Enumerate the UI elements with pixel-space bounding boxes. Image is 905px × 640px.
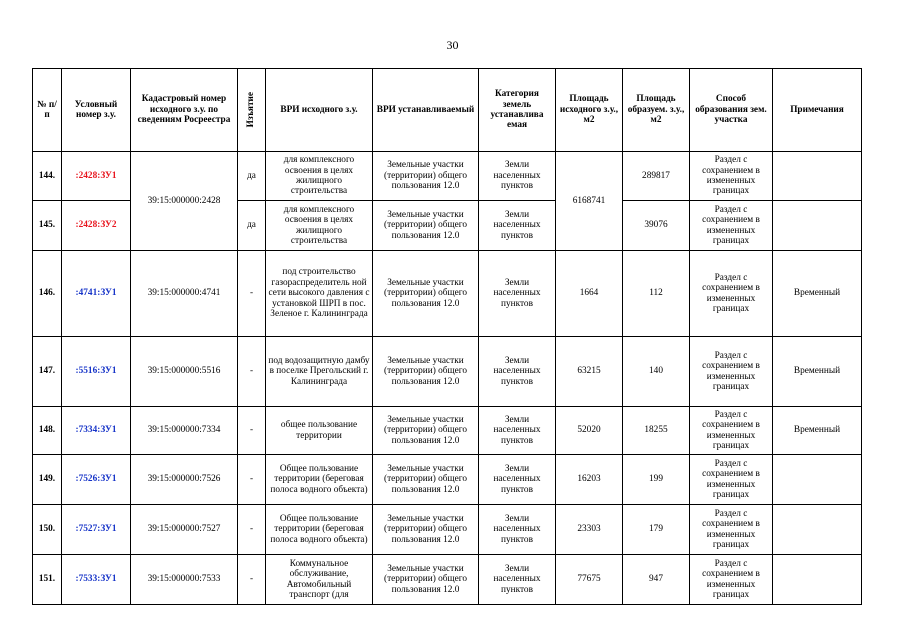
table-row xyxy=(33,152,862,201)
plot-id: :7527:ЗУ1 xyxy=(62,505,131,555)
plot-id: :7526:ЗУ1 xyxy=(62,455,131,505)
table-row xyxy=(33,337,862,407)
area-source: 6168741 xyxy=(556,152,623,251)
header-vri-source: ВРИ исходного з.у. xyxy=(266,69,373,152)
land-category: Земли населенных пунктов xyxy=(479,152,556,201)
vri-source: под строительство газораспределитель ной сети высокого давления с установкой ШРП в пос. Зеленое г. Калининграда xyxy=(266,251,373,337)
row-number: 144. xyxy=(33,152,62,201)
plot-id: :7334:ЗУ1 xyxy=(62,407,131,455)
area-formed: 199 xyxy=(623,455,690,505)
notes xyxy=(773,455,862,505)
header-area-source: Площадь исходного з.у., м2 xyxy=(556,69,623,152)
cadastral-number: 39:15:000000:7533 xyxy=(131,555,238,605)
withdrawal-value: - xyxy=(238,505,266,555)
plot-id: :2428:ЗУ2 xyxy=(62,201,131,251)
land-category: Земли населенных пунктов xyxy=(479,337,556,407)
table-row xyxy=(33,251,862,337)
formation-method: Раздел с сохранением в измененных границах xyxy=(690,505,773,555)
row-number: 151. xyxy=(33,555,62,605)
table-row xyxy=(33,555,862,605)
area-source: 1664 xyxy=(556,251,623,337)
land-category: Земли населенных пунктов xyxy=(479,201,556,251)
land-category: Земли населенных пунктов xyxy=(479,505,556,555)
row-number: 148. xyxy=(33,407,62,455)
header-vri-set: ВРИ устанавливаемый xyxy=(373,69,479,152)
formation-method: Раздел с сохранением в измененных границах xyxy=(690,455,773,505)
header-notes: Примечания xyxy=(773,69,862,152)
header-num: № п/п xyxy=(33,69,62,152)
plot-id: :5516:ЗУ1 xyxy=(62,337,131,407)
header-withdrawal xyxy=(238,69,266,152)
area-formed: 947 xyxy=(623,555,690,605)
withdrawal-value: - xyxy=(238,555,266,605)
vri-source: для комплексного освоения в целях жилищного строительства xyxy=(266,152,373,201)
header-row xyxy=(33,69,862,152)
vri-set: Земельные участки (территории) общего пользования 12.0 xyxy=(373,251,479,337)
area-source: 77675 xyxy=(556,555,623,605)
area-source: 16203 xyxy=(556,455,623,505)
table-row xyxy=(33,505,862,555)
land-category: Земли населенных пунктов xyxy=(479,455,556,505)
area-source: 52020 xyxy=(556,407,623,455)
header-category: Категория земель устанавлива емая xyxy=(479,69,556,152)
land-plots-table xyxy=(32,68,862,605)
area-formed: 18255 xyxy=(623,407,690,455)
notes xyxy=(773,505,862,555)
header-area-formed: Площадь образуем. з.у., м2 xyxy=(623,69,690,152)
cadastral-number: 39:15:000000:4741 xyxy=(131,251,238,337)
vri-source: для комплексного освоения в целях жилищного строительства xyxy=(266,201,373,251)
row-number: 150. xyxy=(33,505,62,555)
notes: Временный xyxy=(773,407,862,455)
formation-method: Раздел с сохранением в измененных границах xyxy=(690,337,773,407)
vri-set: Земельные участки (территории) общего пользования 12.0 xyxy=(373,555,479,605)
vri-set: Земельные участки (территории) общего пользования 12.0 xyxy=(373,407,479,455)
row-number: 146. xyxy=(33,251,62,337)
plot-id: :7533:ЗУ1 xyxy=(62,555,131,605)
vri-source: Коммунальное обслуживание, Автомобильный транспорт (для xyxy=(266,555,373,605)
notes xyxy=(773,152,862,201)
withdrawal-value: да xyxy=(238,152,266,201)
withdrawal-value: - xyxy=(238,407,266,455)
row-number: 147. xyxy=(33,337,62,407)
cadastral-number: 39:15:000000:7526 xyxy=(131,455,238,505)
land-category: Земли населенных пунктов xyxy=(479,407,556,455)
formation-method: Раздел с сохранением в измененных границах xyxy=(690,152,773,201)
header-method: Способ образования зем. участка xyxy=(690,69,773,152)
plot-id: :2428:ЗУ1 xyxy=(62,152,131,201)
vri-source: под водозащитную дамбу в поселке Прегольский г. Калининграда xyxy=(266,337,373,407)
area-source: 63215 xyxy=(556,337,623,407)
table-row xyxy=(33,407,862,455)
withdrawal-value: - xyxy=(238,455,266,505)
area-formed: 112 xyxy=(623,251,690,337)
table-row xyxy=(33,455,862,505)
vri-set: Земельные участки (территории) общего пользования 12.0 xyxy=(373,152,479,201)
area-formed: 140 xyxy=(623,337,690,407)
withdrawal-value: - xyxy=(238,251,266,337)
vri-set: Земельные участки (территории) общего пользования 12.0 xyxy=(373,455,479,505)
area-source: 23303 xyxy=(556,505,623,555)
vri-source: Общее пользование территории (береговая полоса водного объекта) xyxy=(266,455,373,505)
cadastral-number: 39:15:000000:7527 xyxy=(131,505,238,555)
plot-id: :4741:ЗУ1 xyxy=(62,251,131,337)
cadastral-number: 39:15:000000:7334 xyxy=(131,407,238,455)
formation-method: Раздел с сохранением в измененных границах xyxy=(690,201,773,251)
vri-set: Земельные участки (территории) общего пользования 12.0 xyxy=(373,505,479,555)
area-formed: 289817 xyxy=(623,152,690,201)
vri-source: Общее пользование территории (береговая полоса водного объекта) xyxy=(266,505,373,555)
cadastral-number: 39:15:000000:2428 xyxy=(131,152,238,251)
land-category: Земли населенных пунктов xyxy=(479,555,556,605)
vri-source: общее пользование территории xyxy=(266,407,373,455)
withdrawal-value: да xyxy=(238,201,266,251)
notes: Временный xyxy=(773,251,862,337)
area-formed: 39076 xyxy=(623,201,690,251)
notes: Временный xyxy=(773,337,862,407)
vri-set: Земельные участки (территории) общего пользования 12.0 xyxy=(373,201,479,251)
formation-method: Раздел с сохранением в измененных границах xyxy=(690,555,773,605)
page-number: 30 xyxy=(446,38,459,52)
formation-method: Раздел с сохранением в измененных границах xyxy=(690,407,773,455)
land-category: Земли населенных пунктов xyxy=(479,251,556,337)
notes xyxy=(773,201,862,251)
row-number: 145. xyxy=(33,201,62,251)
cadastral-number: 39:15:000000:5516 xyxy=(131,337,238,407)
header-cadastral-number: Кадастровый номер исходного з.у. по сведениям Росреестра xyxy=(131,69,238,152)
withdrawal-value: - xyxy=(238,337,266,407)
formation-method: Раздел с сохранением в измененных границах xyxy=(690,251,773,337)
area-formed: 179 xyxy=(623,505,690,555)
header-conditional-number: Условный номер з.у. xyxy=(62,69,131,152)
notes xyxy=(773,555,862,605)
vri-set: Земельные участки (территории) общего пользования 12.0 xyxy=(373,337,479,407)
header-withdrawal-label: Изъятие xyxy=(246,92,257,128)
row-number: 149. xyxy=(33,455,62,505)
